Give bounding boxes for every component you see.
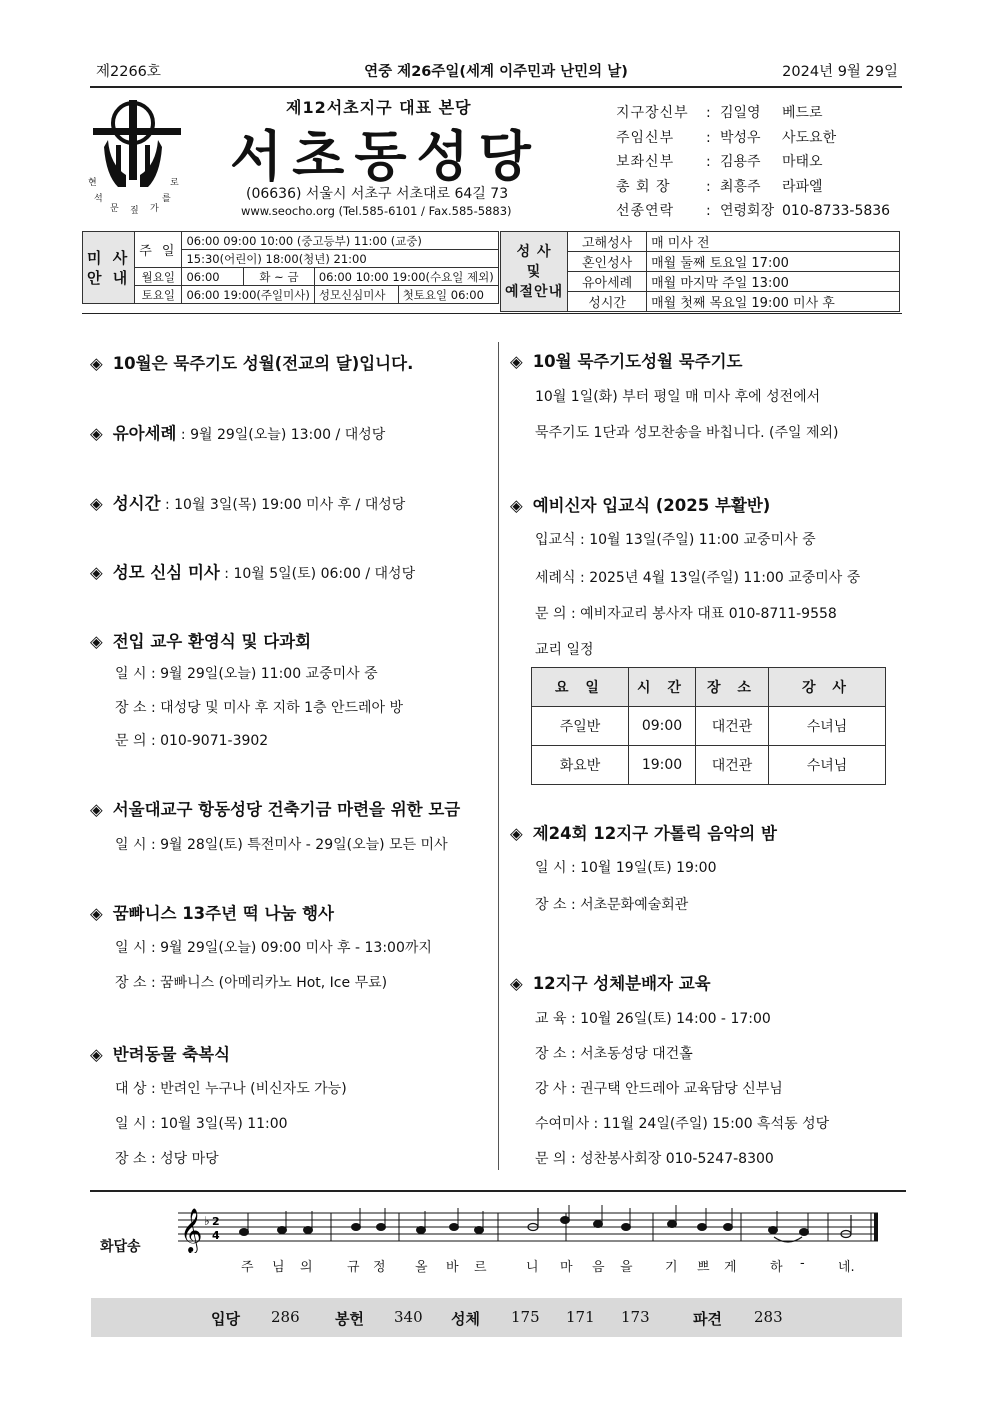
clergy-row: 선종연락 : 연령회장 010-8733-5836 — [616, 203, 891, 219]
clergy-row: 주임신부 : 박성우 사도요한 — [616, 129, 837, 146]
notice-infant-baptism: ◈ 유아세례 : 9월 29일(오늘) 13:00 / 대성당 — [90, 424, 386, 443]
treble-clef-icon: 𝄞 — [180, 1208, 203, 1252]
parish-logo: 현 석 문 로 를 가 짚 — [88, 95, 188, 215]
flat-icon: ♭ — [204, 1214, 210, 1228]
clergy-row: 보좌신부 : 김용주 마태오 — [616, 154, 823, 170]
notice-rosary-month: ◈ 10월은 묵주기도 성월(전교의 달)입니다. — [90, 354, 414, 373]
column-divider — [498, 342, 499, 1170]
notice-pet-blessing: ◈ 반려동물 축복식 — [90, 1045, 231, 1064]
svg-text:4: 4 — [212, 1229, 220, 1242]
cross-logo-icon — [88, 95, 188, 215]
notice-welcome-ceremony: ◈ 전입 교우 환영식 및 다과회 — [90, 632, 312, 651]
notice-music-night: ◈ 제24회 12지구 가톨릭 음악의 밤 — [510, 824, 777, 843]
sacraments-label: 성 사 및 예절안내 — [501, 232, 568, 312]
mass-schedule-table: 미 사 안 내 주 일 06:00 09:00 10:00 (중고등부) 11:00 (교중) 15:30(어린이) 18:00(청년) 21:00 월요일 06:00 화 ~ 금 06:00 10:00 19:00(수요일 제외) 토요일 06:00 19:00(주일미사) 성모신심미사 첫토요일 06:00 — [82, 231, 499, 304]
psalm-label: 화답송 — [100, 1239, 141, 1255]
parish-contact: www.seocho.org (Tel.585-6101 / Fax.585-5883) — [241, 204, 512, 218]
issue-date: 2024년 9월 29일 — [782, 64, 898, 80]
clergy-row: 총 회 장 : 최흥주 라파엘 — [616, 178, 823, 195]
psalm-staff — [178, 1205, 883, 1253]
deanery-subtitle: 제12서초지구 대표 본당 — [286, 98, 472, 117]
liturgical-occasion: 연중 제26주일(세계 이주민과 난민의 날) — [364, 64, 628, 80]
svg-text:2: 2 — [212, 1215, 220, 1228]
psalm-divider — [90, 1190, 906, 1192]
clergy-list — [616, 101, 890, 224]
table-row: 화요반 19:00 대건관 수녀님 — [532, 746, 886, 785]
notice-building-fund: ◈ 서울대교구 항동성당 건축기금 마련을 위한 모금 — [90, 800, 461, 819]
catechism-schedule-table: 요 일 시 간 장 소 강 사 주일반 09:00 대건관 수녀님 화요반 19:00 대건관 수녀님 — [531, 667, 886, 785]
hymn-numbers-bar: 입당 286 봉헌 340 성체 175 171 173 파견 283 — [91, 1298, 902, 1337]
mass-label: 미 사 안 내 — [83, 232, 135, 304]
table-row: 주일반 09:00 대건관 수녀님 — [532, 707, 886, 746]
top-divider — [90, 86, 902, 88]
issue-number: 제2266호 — [96, 64, 161, 80]
clergy-row: 지구장신부 : 김일영 베드로 — [616, 105, 823, 121]
schedule-divider — [82, 313, 902, 314]
notice-rosary-prayer: ◈ 10월 묵주기도성월 묵주기도 — [510, 352, 743, 371]
notice-marian-mass: ◈ 성모 신심 미사 : 10월 5일(토) 06:00 / 대성당 — [90, 563, 416, 582]
notice-catechumen-admission: ◈ 예비신자 입교식 (2025 부활반) — [510, 496, 771, 515]
notice-eucharist-minister-training: ◈ 12지구 성체분배자 교육 — [510, 974, 711, 993]
sacraments-table: 성 사 및 예절안내 고해성사 매 미사 전 혼인성사 매월 둘째 토요일 17:00 유아세례 매월 마지막 주일 13:00 성시간 매월 첫째 목요일 19:00 미사 후 — [500, 231, 900, 312]
top-bar — [90, 60, 902, 84]
notice-holy-hour: ◈ 성시간 : 10월 3일(목) 19:00 미사 후 / 대성당 — [90, 494, 406, 513]
notice-rice-cake-event: ◈ 꿈빠니스 13주년 떡 나눔 행사 — [90, 904, 334, 923]
parish-title: 서초동성당 — [230, 125, 541, 188]
parish-address: (06636) 서울시 서초구 서초대로 64길 73 — [246, 186, 509, 202]
